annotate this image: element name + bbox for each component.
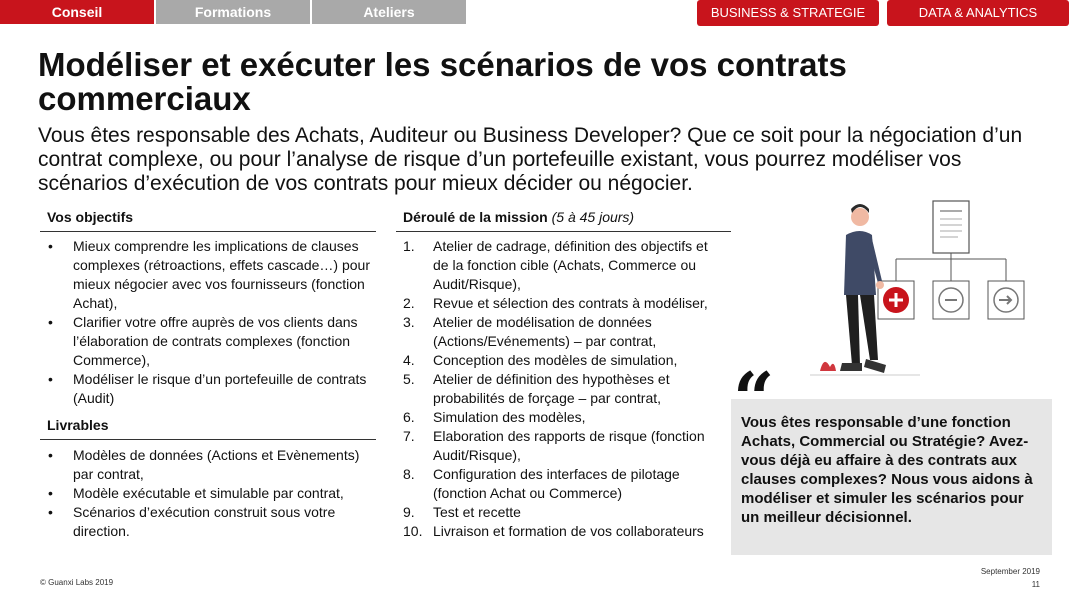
list-item: • Modèle exécutable et simulable par contrat, xyxy=(40,484,370,503)
page-title: Modéliser et exécuter les scénarios de vos contrats commerciaux xyxy=(38,46,847,117)
list-item: • Mieux comprendre les implications de clauses complexes (rétroactions, effets cascade…) pour mieux négocier avec vos fournisseurs (fonction Achat), xyxy=(40,237,370,313)
step-text: Test et recette xyxy=(433,504,521,520)
list-item xyxy=(396,503,726,522)
tag-business-strategie[interactable]: BUSINESS & STRATEGIE xyxy=(697,0,879,26)
quote-box: Vous êtes responsable d’une fonction Achats, Commercial ou Stratégie? Avez-vous déjà eu affaire à des contrats aux clauses complexes? Nous vous aidons à modéliser et simuler les scénarios pour un meilleur décisionnel. xyxy=(731,399,1052,555)
list-item: • Scénarios d’exécution construit sous votre direction. xyxy=(40,503,370,541)
list-item xyxy=(396,313,726,351)
mission-heading-label: Déroulé de la mission xyxy=(403,209,548,225)
step-number: 2. xyxy=(403,295,415,311)
step-text: Elaboration des rapports de risque (fonction Audit/Risque), xyxy=(433,428,705,463)
list-item xyxy=(396,427,726,465)
list-item: • Clarifier votre offre auprès de vos clients dans l’élaboration de contrats complexes (fonction Commerce), xyxy=(40,313,370,370)
step-number: 8. xyxy=(403,466,415,482)
person-decision-illustration xyxy=(800,195,1040,385)
deliverables-heading: Livrables xyxy=(40,417,376,440)
step-number: 3. xyxy=(403,314,415,330)
objectives-heading: Vos objectifs xyxy=(40,209,376,232)
step-text: Simulation des modèles, xyxy=(433,409,586,425)
footer-date: September 2019 xyxy=(980,567,1040,576)
list-item: • Modèles de données (Actions et Evènements) par contrat, xyxy=(40,446,370,484)
deliverables-list xyxy=(40,446,370,541)
step-text: Atelier de cadrage, définition des objectifs et de la fonction cible (Achats, Commerce ou Audit/Risque), xyxy=(433,238,708,292)
list-item xyxy=(396,294,726,313)
tag-data-analytics[interactable]: DATA & ANALYTICS xyxy=(887,0,1069,26)
step-text: Atelier de modélisation de données (Actions/Evénements) – par contrat, xyxy=(433,314,657,349)
objectives-list xyxy=(40,237,370,408)
step-number: 10. xyxy=(403,523,423,539)
list-item xyxy=(396,370,726,408)
step-text: Livraison et formation de vos collaborateurs xyxy=(433,523,704,539)
list-item xyxy=(396,522,726,541)
tab-ateliers[interactable]: Ateliers xyxy=(312,0,466,24)
list-item xyxy=(396,351,726,370)
step-number: 7. xyxy=(403,428,415,444)
mission-steps-list xyxy=(396,237,726,541)
step-number: 9. xyxy=(403,504,415,520)
step-number: 4. xyxy=(403,352,415,368)
tab-conseil[interactable]: Conseil xyxy=(0,0,154,24)
mission-heading xyxy=(396,209,731,232)
intro-paragraph: Vous êtes responsable des Achats, Auditeur ou Business Developer? Que ce soit pour la négociation d’un contrat complexe, ou pour l’analyse de risque d’un portefeuille existant, vous pourrez modéliser vos scénarios d’exécution de vos contrats pour mieux décider ou négocier. xyxy=(38,124,1023,195)
step-text: Atelier de définition des hypothèses et probabilités de forçage – par contrat, xyxy=(433,371,670,406)
mission-duration: (5 à 45 jours) xyxy=(551,209,635,225)
list-item: • Modéliser le risque d’un portefeuille de contrats (Audit) xyxy=(40,370,370,408)
step-number: 6. xyxy=(403,409,415,425)
step-text: Revue et sélection des contrats à modéliser, xyxy=(433,295,708,311)
step-number: 5. xyxy=(403,371,415,387)
list-item xyxy=(396,237,726,294)
list-item xyxy=(396,465,726,503)
tab-formations[interactable]: Formations xyxy=(156,0,310,24)
step-text: Conception des modèles de simulation, xyxy=(433,352,678,368)
step-number: 1. xyxy=(403,238,415,254)
list-item xyxy=(396,408,726,427)
page-number: 11 xyxy=(1031,580,1040,589)
top-tabs xyxy=(0,0,468,24)
footer-copyright: © Guanxi Labs 2019 xyxy=(40,578,114,587)
step-text: Configuration des interfaces de pilotage (fonction Achat ou Commerce) xyxy=(433,466,680,501)
